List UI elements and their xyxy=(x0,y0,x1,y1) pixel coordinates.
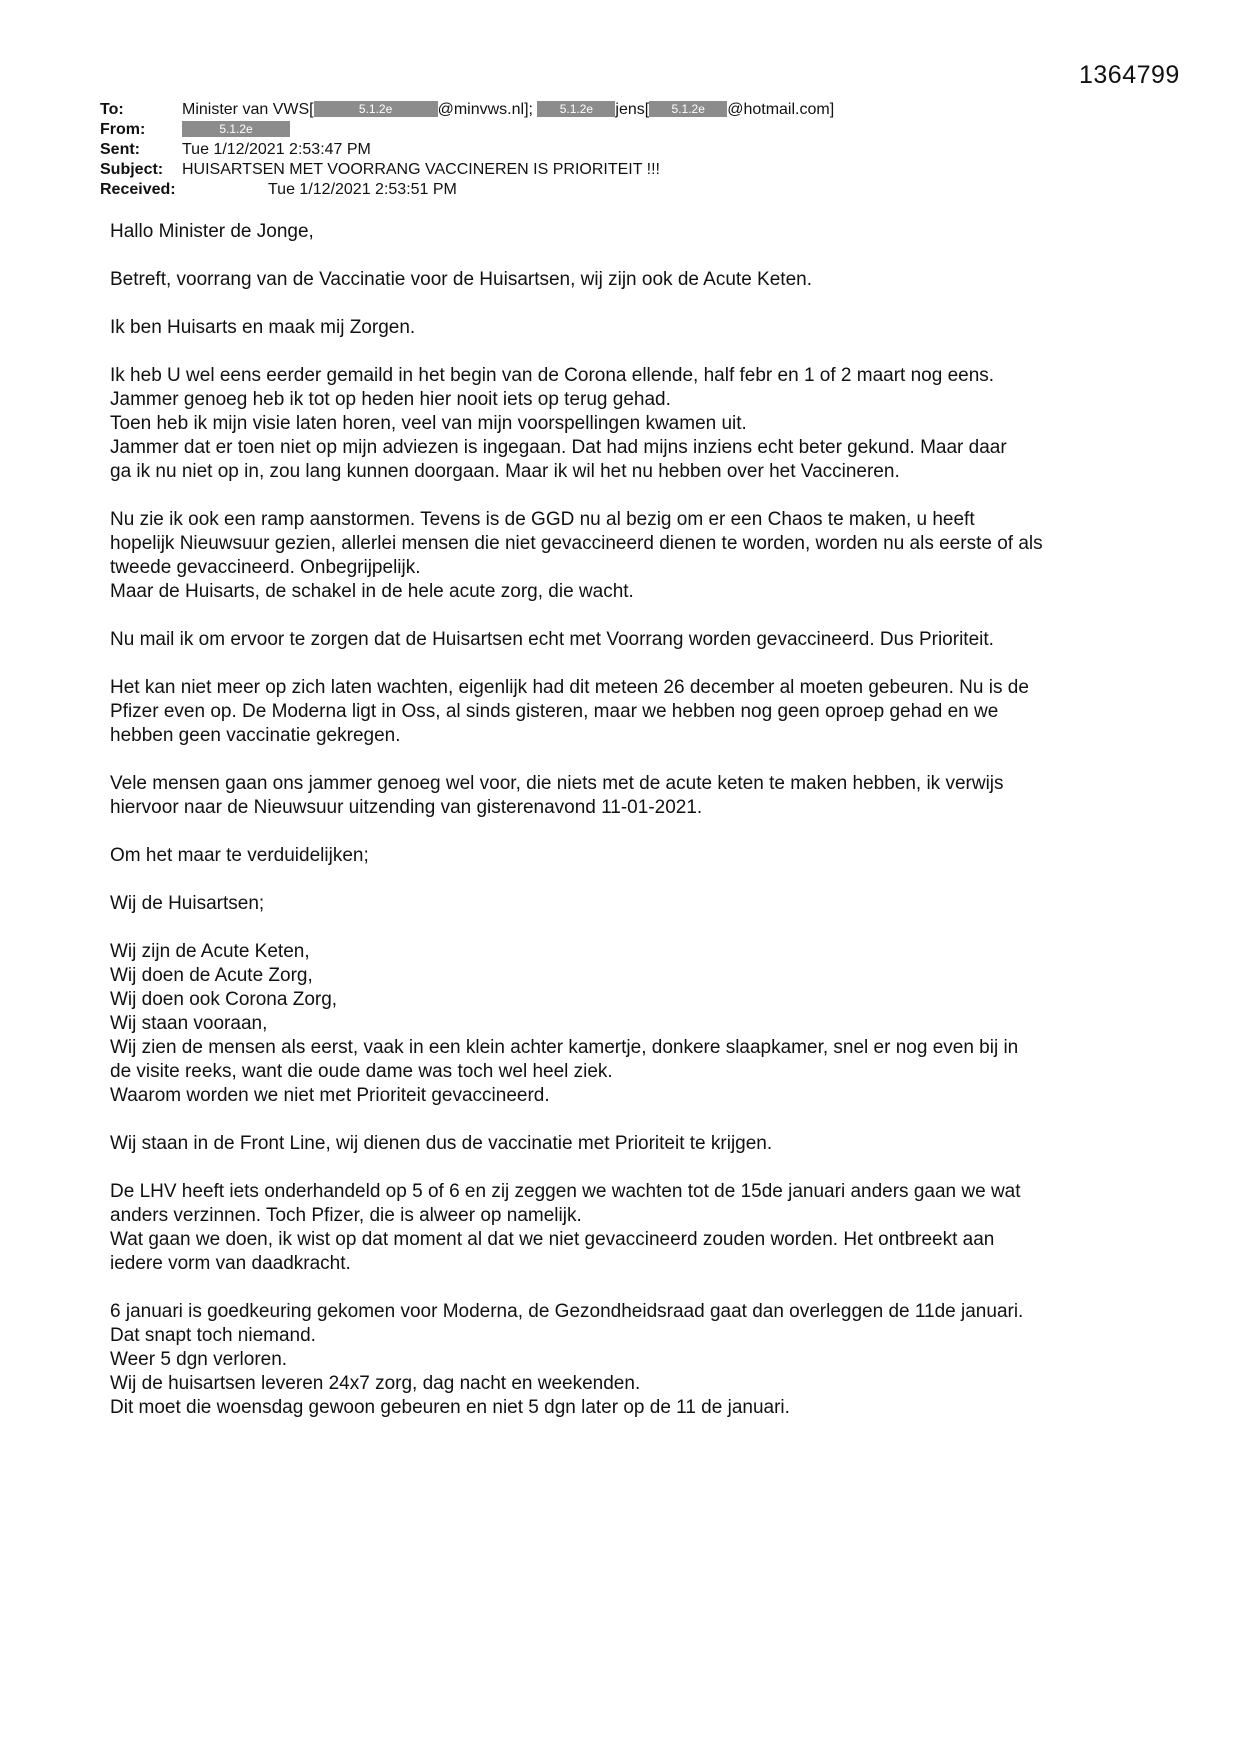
body-line: Jammer dat er toen niet op mijn adviezen is ingegaan. Dat had mijns inziens echt beter gekund. Maar daar xyxy=(110,437,1007,458)
body-paragraph xyxy=(110,508,1140,604)
body-paragraph xyxy=(110,1300,1140,1420)
body-line: Dit moet die woensdag gewoon gebeuren en niet 5 dgn later op de 11 de januari. xyxy=(110,1397,790,1418)
body-line: Nu mail ik om ervoor te zorgen dat de Huisartsen echt met Voorrang worden gevaccineerd. Dus Prioriteit. xyxy=(110,629,994,650)
body-line: Maar de Huisarts, de schakel in de hele acute zorg, die wacht. xyxy=(110,581,634,602)
body-line: Het kan niet meer op zich laten wachten, eigenlijk had dit meteen 26 december al moeten gebeuren. Nu is de xyxy=(110,677,1029,698)
body-paragraph xyxy=(110,364,1140,484)
body-line: Dat snapt toch niemand. xyxy=(110,1325,316,1346)
body-line: anders verzinnen. Toch Pfizer, die is alweer op namelijk. xyxy=(110,1205,582,1226)
body-line: Wij doen ook Corona Zorg, xyxy=(110,989,338,1010)
body-line: De LHV heeft iets onderhandeld op 5 of 6 en zij zeggen we wachten tot de 15de januari anders gaan we wat xyxy=(110,1181,1021,1202)
body-line: hebben geen vaccinatie gekregen. xyxy=(110,725,401,746)
body-line: Ik ben Huisarts en maak mij Zorgen. xyxy=(110,317,416,338)
body-line: Ik heb U wel eens eerder gemaild in het begin van de Corona ellende, half febr en 1 of 2 maart nog eens. xyxy=(110,365,995,386)
body-paragraph xyxy=(110,892,1140,916)
redaction-box: 5.1.2e xyxy=(182,121,290,137)
subject-value: HUISARTSEN MET VOORRANG VACCINEREN IS PRIORITEIT !!! xyxy=(182,161,660,178)
body-line: Wij doen de Acute Zorg, xyxy=(110,965,313,986)
body-paragraph xyxy=(110,1180,1140,1276)
body-line: Wij staan vooraan, xyxy=(110,1013,268,1034)
to-value xyxy=(182,100,834,120)
sent-value: Tue 1/12/2021 2:53:47 PM xyxy=(182,141,371,158)
to-suffix: @hotmail.com] xyxy=(727,101,835,118)
body-line: Pfizer even op. De Moderna ligt in Oss, al sinds gisteren, maar we hebben nog geen oproep gehad en we xyxy=(110,701,999,722)
body-line: Wat gaan we doen, ik wist op dat moment al dat we niet gevaccineerd zouden worden. Het ontbreekt aan xyxy=(110,1229,995,1250)
body-line: Jammer genoeg heb ik tot op heden hier nooit iets op terug gehad. xyxy=(110,389,671,410)
body-line: Om het maar te verduidelijken; xyxy=(110,845,369,866)
body-paragraph xyxy=(110,220,1140,244)
body-line: Vele mensen gaan ons jammer genoeg wel voor, die niets met de acute keten te maken hebben, ik verwijs xyxy=(110,773,1004,794)
body-line: ga ik nu niet op in, zou lang kunnen doorgaan. Maar ik wil het nu hebben over het Vaccineren. xyxy=(110,461,900,482)
redaction-box: 5.1.2e xyxy=(649,101,727,117)
body-paragraph xyxy=(110,268,1140,292)
to-prefix: Minister van VWS[ xyxy=(182,101,314,118)
body-paragraph xyxy=(110,316,1140,340)
redaction-box: 5.1.2e xyxy=(537,101,615,117)
body-line: Nu zie ik ook een ramp aanstormen. Tevens is de GGD nu al bezig om er een Chaos te maken, u heeft xyxy=(110,509,975,530)
body-paragraph xyxy=(110,772,1140,820)
body-paragraph xyxy=(110,676,1140,748)
received-label: Received: xyxy=(100,181,176,198)
body-paragraph xyxy=(110,844,1140,868)
body-line: hiervoor naar de Nieuwsuur uitzending van gisterenavond 11-01-2021. xyxy=(110,797,703,818)
subject-label: Subject: xyxy=(100,161,164,178)
body-line: Wij zijn de Acute Keten, xyxy=(110,941,310,962)
body-line: Hallo Minister de Jonge, xyxy=(110,221,314,242)
received-value: Tue 1/12/2021 2:53:51 PM xyxy=(268,181,457,198)
body-line: Wij staan in de Front Line, wij dienen dus de vaccinatie met Prioriteit te krijgen. xyxy=(110,1133,773,1154)
sent-label: Sent: xyxy=(100,141,140,158)
body-line: tweede gevaccineerd. Onbegrijpelijk. xyxy=(110,557,421,578)
to-label: To: xyxy=(100,101,124,118)
body-line: Wij zien de mensen als eerst, vaak in een klein achter kamertje, donkere slaapkamer, snel er nog even bij in xyxy=(110,1037,1019,1058)
body-line: iedere vorm van daadkracht. xyxy=(110,1253,351,1274)
body-line: Wij de huisartsen leveren 24x7 zorg, dag nacht en weekenden. xyxy=(110,1373,641,1394)
from-label: From: xyxy=(100,121,146,138)
to-domain: @minvws.nl]; xyxy=(437,101,533,118)
body-line: Weer 5 dgn verloren. xyxy=(110,1349,288,1370)
redaction-box: 5.1.2e xyxy=(314,101,438,117)
to-second-name: jens[ xyxy=(615,101,650,118)
document-number: 1364799 xyxy=(1079,61,1180,89)
email-body xyxy=(110,220,1140,1444)
body-line: de visite reeks, want die oude dame was toch wel heel ziek. xyxy=(110,1061,613,1082)
body-paragraph xyxy=(110,940,1140,1108)
body-paragraph xyxy=(110,1132,1140,1156)
body-line: Waarom worden we niet met Prioriteit gevaccineerd. xyxy=(110,1085,550,1106)
body-line: Betreft, voorrang van de Vaccinatie voor de Huisartsen, wij zijn ook de Acute Keten. xyxy=(110,269,812,290)
body-line: Toen heb ik mijn visie laten horen, veel van mijn voorspellingen kwamen uit. xyxy=(110,413,747,434)
body-line: 6 januari is goedkeuring gekomen voor Moderna, de Gezondheidsraad gaat dan overleggen de 11de januari. xyxy=(110,1301,1024,1322)
from-value xyxy=(182,120,290,140)
body-line: Wij de Huisartsen; xyxy=(110,893,265,914)
body-paragraph xyxy=(110,628,1140,652)
body-line: hopelijk Nieuwsuur gezien, allerlei mensen die niet gevaccineerd dienen te worden, worden nu als eerste of als xyxy=(110,533,1043,554)
